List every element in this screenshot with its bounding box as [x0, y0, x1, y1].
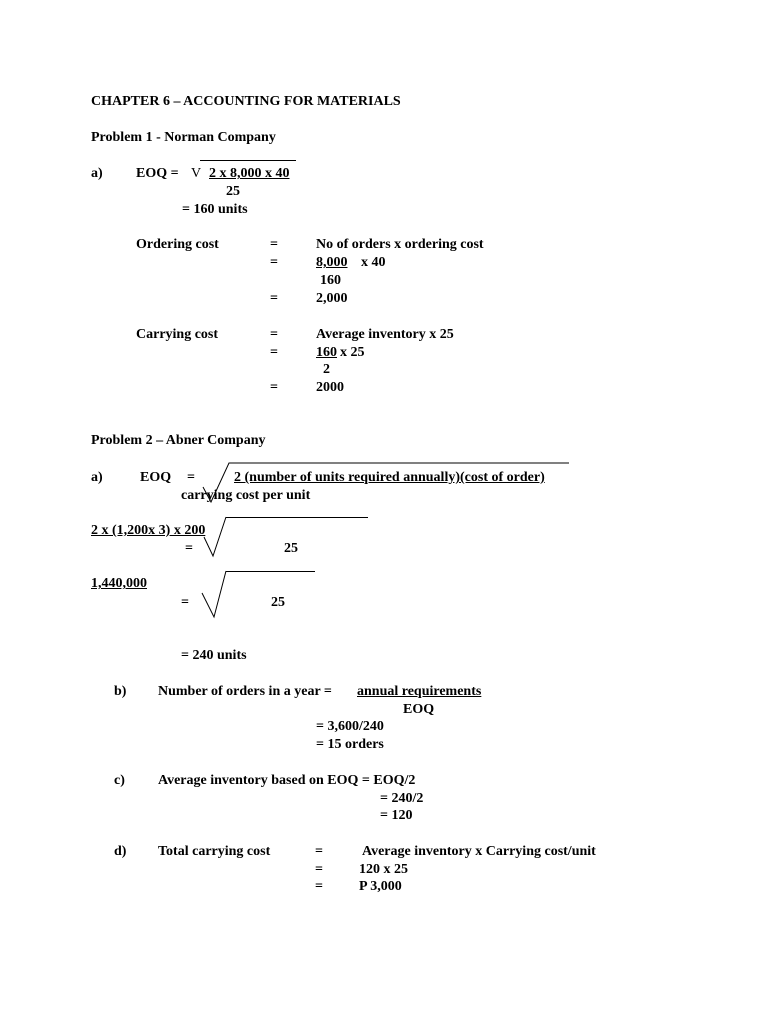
- step1-numerator: 2 x (1,200x 3) x 200: [91, 523, 206, 538]
- orders-fraction-numerator: annual requirements: [357, 684, 482, 699]
- equals-sign: =: [270, 291, 278, 306]
- equals-sign: =: [270, 327, 278, 342]
- carrying-cost-denominator: 2: [323, 362, 330, 377]
- equals-sign: =: [270, 237, 278, 252]
- problem1-eoq-lhs: EOQ =: [136, 166, 179, 181]
- problem1-heading: Problem 1 - Norman Company: [91, 130, 276, 145]
- average-inventory-result: = 120: [380, 808, 413, 823]
- step2-numerator: 1,440,000: [91, 576, 147, 591]
- problem2-heading: Problem 2 – Abner Company: [91, 433, 266, 448]
- sqrt-symbol: V: [191, 166, 202, 181]
- total-carrying-cost-label: Total carrying cost: [158, 844, 271, 859]
- part-d-label: d): [114, 844, 127, 859]
- problem1-eoq-result: = 160 units: [182, 202, 248, 217]
- problem1-eoq-numerator: 2 x 8,000 x 40: [209, 166, 290, 181]
- total-carrying-cost-calc: 120 x 25: [359, 862, 408, 877]
- total-carrying-cost-result: P 3,000: [359, 879, 402, 894]
- equals-sign: =: [187, 470, 195, 485]
- equals-sign: =: [315, 862, 323, 877]
- ordering-cost-formula: No of orders x ordering cost: [316, 237, 484, 252]
- orders-calc: = 3,600/240: [316, 719, 384, 734]
- equals-sign: =: [315, 879, 323, 894]
- ordering-cost-times: x 40: [361, 255, 386, 270]
- average-inventory-text: Average inventory based on EOQ = EOQ/2: [158, 773, 416, 788]
- problem2-part-a-label: a): [91, 470, 103, 485]
- step2-denominator: 25: [271, 595, 285, 610]
- orders-per-year-text: Number of orders in a year =: [158, 684, 332, 699]
- ordering-cost-result: 2,000: [316, 291, 348, 306]
- ordering-cost-denominator: 160: [320, 273, 341, 288]
- eoq-formula-denominator: carrying cost per unit: [181, 488, 311, 503]
- equals-sign: =: [315, 844, 323, 859]
- problem1-eoq-denominator: 25: [226, 184, 240, 199]
- orders-result: = 15 orders: [316, 737, 384, 752]
- chapter-title: CHAPTER 6 – ACCOUNTING FOR MATERIALS: [91, 94, 401, 109]
- total-carrying-cost-formula: Average inventory x Carrying cost/unit: [362, 844, 596, 859]
- step1-denominator: 25: [284, 541, 298, 556]
- part-c-label: c): [114, 773, 125, 788]
- problem2-eoq-result: = 240 units: [181, 648, 247, 663]
- carrying-cost-result: 2000: [316, 380, 344, 395]
- average-inventory-calc: = 240/2: [380, 791, 424, 806]
- equals-sign: =: [270, 255, 278, 270]
- ordering-cost-label: Ordering cost: [136, 237, 219, 252]
- orders-fraction-denominator: EOQ: [403, 702, 435, 717]
- equals-sign: =: [185, 541, 193, 556]
- ordering-cost-numerator: 8,000: [316, 255, 348, 270]
- eoq-formula-numerator: 2 (number of units required annually)(cost of order): [234, 470, 545, 485]
- carrying-cost-label: Carrying cost: [136, 327, 219, 342]
- equals-sign: =: [270, 380, 278, 395]
- carrying-cost-formula: Average inventory x 25: [316, 327, 454, 342]
- problem1-part-a-label: a): [91, 166, 103, 181]
- problem2-eoq-lhs: EOQ: [140, 470, 172, 485]
- equals-sign: =: [270, 345, 278, 360]
- part-b-label: b): [114, 684, 127, 699]
- carrying-cost-times: x 25: [340, 345, 365, 360]
- carrying-cost-numerator: 160: [316, 345, 337, 360]
- equals-sign: =: [181, 595, 189, 610]
